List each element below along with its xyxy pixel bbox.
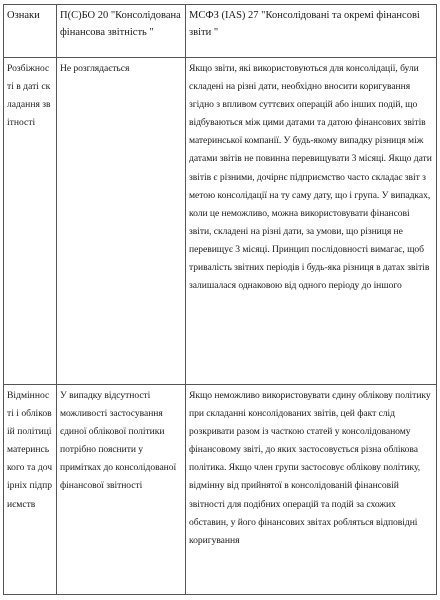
psbo-cell bbox=[57, 58, 186, 385]
comparison-table bbox=[3, 4, 437, 595]
row-label: Відмінності і обліковій політиці материнського та дочірніх підприємств bbox=[7, 390, 53, 510]
row-label-cell bbox=[4, 58, 57, 385]
header-psbo: П(С)БО 20 "Консолідована фінансова звітність " bbox=[57, 5, 186, 58]
psbo-text: У випадку відсутності можливості застосування єдиної облікової політики потрібно пояснити у примітках до консолідованої фінансової звітності bbox=[60, 390, 177, 492]
header-msfz: МСФЗ (IAS) 27 "Консолідовані та окремі фінансові звіти " bbox=[186, 5, 437, 58]
msfz-cell bbox=[186, 385, 437, 595]
table-row bbox=[4, 385, 437, 595]
header-feature: Ознаки bbox=[4, 5, 57, 58]
psbo-cell bbox=[57, 385, 186, 595]
table-row bbox=[4, 58, 437, 385]
msfz-text: Якщо неможливо використовувати єдину облікову політику при складанні консолідованих звітів, цей факт слід розкривати разом із часткою статей у консолідованому фінансовому звіті, до яких застосовується різна облікова політика. Якщо член групи застосовує облікову політику, відмінну від прийнятої в консолідованій фінансовій звітності для подібних операцій та подій за схожих обставин, у його фінансових звітах робляться відповідні коригування bbox=[189, 390, 431, 546]
msfz-cell bbox=[186, 58, 437, 385]
row-label: Розбіжності в даті складання звітності bbox=[7, 63, 51, 129]
msfz-text: Якщо звіти, які використовуються для консолідації, були складені на різні дати, необхідно вносити коригування згідно з впливом суттєвих операцій або інших подій, що відбуваються між цими датами та датою фінансових звітів материнської компанії. У будь-якому випадку різниця між датами звітів не повинна перевищувати 3 місяці. Якщо дати звітів є різними, дочірнє підприємство часто складає звіт з метою консолідації на ту саму дату, що і група. У випадках, коли це неможливо, можна використовувати фінансові звіти, складені на різні дати, за умови, що різниця не перевищує 3 місяці. Принцип послідовності вимагає, щоб тривалість звітних періодів і будь-яка різниця в датах звітів залишалася однаковою від одного періоду до іншого bbox=[189, 63, 432, 292]
row-label-cell bbox=[4, 385, 57, 595]
psbo-text: Не розглядається bbox=[60, 63, 130, 74]
table-header-row bbox=[4, 5, 437, 58]
